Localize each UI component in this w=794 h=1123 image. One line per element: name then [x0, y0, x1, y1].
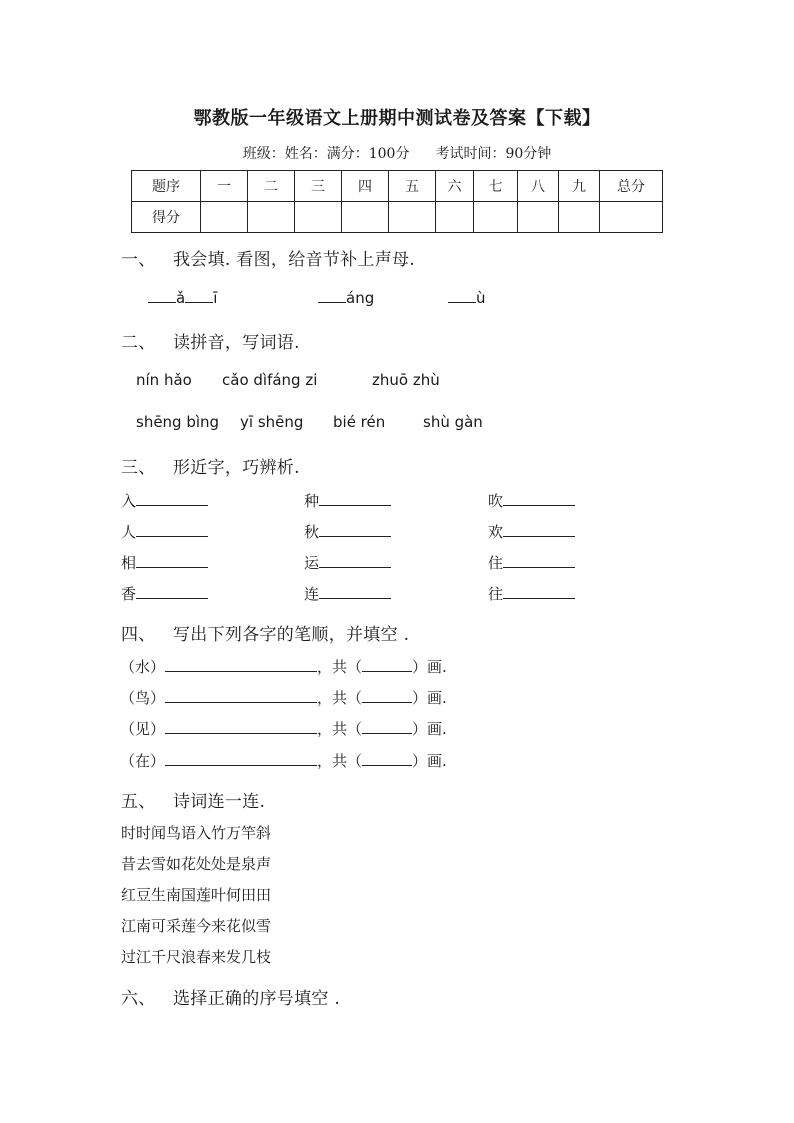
hanzi-label: （在）: [120, 752, 166, 770]
hua-label: ）画.: [412, 658, 447, 676]
score-table: [131, 170, 663, 233]
hua-label: ）画.: [412, 720, 447, 738]
section-text: 写出下列各字的笔顺，并填空 .: [173, 625, 410, 645]
pinyin-final: áng: [346, 289, 375, 307]
hanzi: 种: [304, 492, 320, 510]
char-blank-item: [488, 521, 575, 542]
page-title: 鄂教版一年级语文上册期中测试卷及答案【下载】: [193, 108, 601, 129]
char-blank-item: [121, 552, 208, 573]
gong-label: ，共（: [317, 720, 363, 738]
poem-line: 时时闻鸟语入竹万竿斜: [121, 824, 272, 842]
score-header-cell: 八: [518, 171, 559, 202]
section-heading-2: [121, 328, 300, 353]
score-cell[interactable]: [389, 202, 436, 233]
answer-blank[interactable]: [448, 288, 476, 303]
section-text: 读拼音，写词语.: [173, 333, 300, 353]
stroke-order-item: [120, 656, 447, 677]
poem-line: 红豆生南国莲叶何田田: [121, 886, 272, 904]
pinyin-word: nín hǎo: [136, 371, 192, 389]
answer-blank[interactable]: [319, 491, 391, 506]
answer-blank[interactable]: [319, 553, 391, 568]
answer-blank[interactable]: [136, 522, 208, 537]
answer-blank[interactable]: [136, 553, 208, 568]
score-cell[interactable]: [342, 202, 389, 233]
hanzi: 欢: [488, 523, 504, 541]
score-header-cell: 一: [201, 171, 248, 202]
score-cell[interactable]: [201, 202, 248, 233]
gong-label: ，共（: [317, 752, 363, 770]
hua-label: ）画.: [412, 752, 447, 770]
hanzi: 往: [488, 585, 504, 603]
hanzi: 秋: [304, 523, 320, 541]
stroke-order-blank[interactable]: [165, 751, 317, 766]
class-name-score: 班级：姓名：满分：100分: [242, 146, 410, 162]
pinyin-final: ī: [213, 289, 218, 307]
section-heading-4: [121, 620, 409, 645]
answer-blank[interactable]: [319, 522, 391, 537]
section-text: 我会填. 看图，给音节补上声母.: [173, 250, 416, 270]
poem-line: 昔去雪如花处处是泉声: [121, 855, 272, 873]
char-blank-item: [304, 521, 391, 542]
hua-label: ）画.: [412, 689, 447, 707]
score-table-header-row: [132, 171, 663, 202]
score-header-cell: 七: [474, 171, 518, 202]
stroke-count-blank[interactable]: [362, 719, 412, 734]
char-blank-item: [304, 490, 391, 511]
score-cell[interactable]: [436, 202, 474, 233]
score-header-cell: 三: [295, 171, 342, 202]
score-header-cell: 六: [436, 171, 474, 202]
q1-item-2: [318, 288, 374, 307]
stroke-count-blank[interactable]: [362, 751, 412, 766]
answer-blank[interactable]: [503, 584, 575, 599]
gong-label: ，共（: [317, 689, 363, 707]
stroke-order-item: [120, 718, 447, 739]
stroke-order-item: [120, 687, 447, 708]
answer-blank[interactable]: [503, 491, 575, 506]
score-header-cell: 题序: [132, 171, 201, 202]
score-header-cell: 四: [342, 171, 389, 202]
pinyin-final: ǎ: [176, 289, 186, 307]
pinyin-word: yī shēng: [240, 413, 304, 431]
hanzi: 人: [121, 523, 137, 541]
stroke-count-blank[interactable]: [362, 657, 412, 672]
stroke-order-item: [120, 750, 447, 771]
section-heading-3: [121, 453, 300, 478]
hanzi: 香: [121, 585, 137, 603]
score-header-cell: 五: [389, 171, 436, 202]
exam-info: [0, 143, 794, 163]
pinyin-word: shù gàn: [423, 413, 483, 431]
section-number: 五、: [121, 792, 156, 812]
stroke-count-blank[interactable]: [362, 688, 412, 703]
stroke-order-blank[interactable]: [165, 657, 317, 672]
hanzi: 吹: [488, 492, 504, 510]
char-blank-item: [488, 583, 575, 604]
section-heading-6: [121, 984, 340, 1009]
section-number: 三、: [121, 458, 156, 478]
stroke-order-blank[interactable]: [165, 719, 317, 734]
q1-item-1: [148, 288, 217, 307]
score-row-label: 得分: [132, 202, 201, 233]
poem-line: 江南可采莲今来花似雪: [121, 917, 272, 935]
hanzi-label: （水）: [120, 658, 166, 676]
score-header-cell: 总分: [600, 171, 663, 202]
section-number: 二、: [121, 333, 156, 353]
gong-label: ，共（: [317, 658, 363, 676]
char-blank-item: [304, 583, 391, 604]
hanzi: 运: [304, 554, 320, 572]
hanzi-label: （鸟）: [120, 689, 166, 707]
answer-blank[interactable]: [318, 288, 346, 303]
char-blank-item: [488, 552, 575, 573]
score-cell[interactable]: [559, 202, 600, 233]
char-blank-item: [121, 521, 208, 542]
score-cell[interactable]: [295, 202, 342, 233]
char-blank-item: [121, 583, 208, 604]
pinyin-word: bié rén: [333, 413, 386, 431]
char-blank-item: [304, 552, 391, 573]
char-blank-item: [121, 490, 208, 511]
pinyin-word: shēng bìng: [136, 413, 220, 431]
section-number: 四、: [121, 625, 156, 645]
section-heading-1: [121, 245, 415, 270]
score-header-cell: 二: [248, 171, 295, 202]
score-cell[interactable]: [474, 202, 518, 233]
stroke-order-blank[interactable]: [165, 688, 317, 703]
hanzi-label: （见）: [120, 720, 166, 738]
hanzi: 住: [488, 554, 504, 572]
answer-blank[interactable]: [136, 491, 208, 506]
pinyin-word: zhuō zhù: [372, 371, 440, 389]
exam-time: 考试时间：90分钟: [435, 146, 552, 162]
score-table-score-row: [132, 202, 663, 233]
score-cell[interactable]: [518, 202, 559, 233]
section-number: 一、: [121, 250, 156, 270]
answer-blank[interactable]: [185, 288, 213, 303]
q1-item-3: [448, 288, 486, 307]
hanzi: 入: [121, 492, 137, 510]
answer-blank[interactable]: [503, 553, 575, 568]
answer-blank[interactable]: [136, 584, 208, 599]
pinyin-final: ù: [476, 289, 486, 307]
section-text: 形近字，巧辨析.: [173, 458, 300, 478]
score-header-cell: 九: [559, 171, 600, 202]
char-blank-item: [488, 490, 575, 511]
score-cell[interactable]: [248, 202, 295, 233]
hanzi: 相: [121, 554, 137, 572]
section-number: 六、: [121, 989, 156, 1009]
poem-line: 过江千尺浪春来发几枝: [121, 948, 272, 966]
pinyin-word: cǎo dìfáng zi: [222, 371, 318, 389]
answer-blank[interactable]: [503, 522, 575, 537]
section-text: 选择正确的序号填空 .: [173, 989, 341, 1009]
score-cell[interactable]: [600, 202, 663, 233]
section-heading-5: [121, 787, 265, 812]
answer-blank[interactable]: [319, 584, 391, 599]
hanzi: 连: [304, 585, 320, 603]
answer-blank[interactable]: [148, 288, 176, 303]
section-text: 诗词连一连.: [173, 792, 266, 812]
